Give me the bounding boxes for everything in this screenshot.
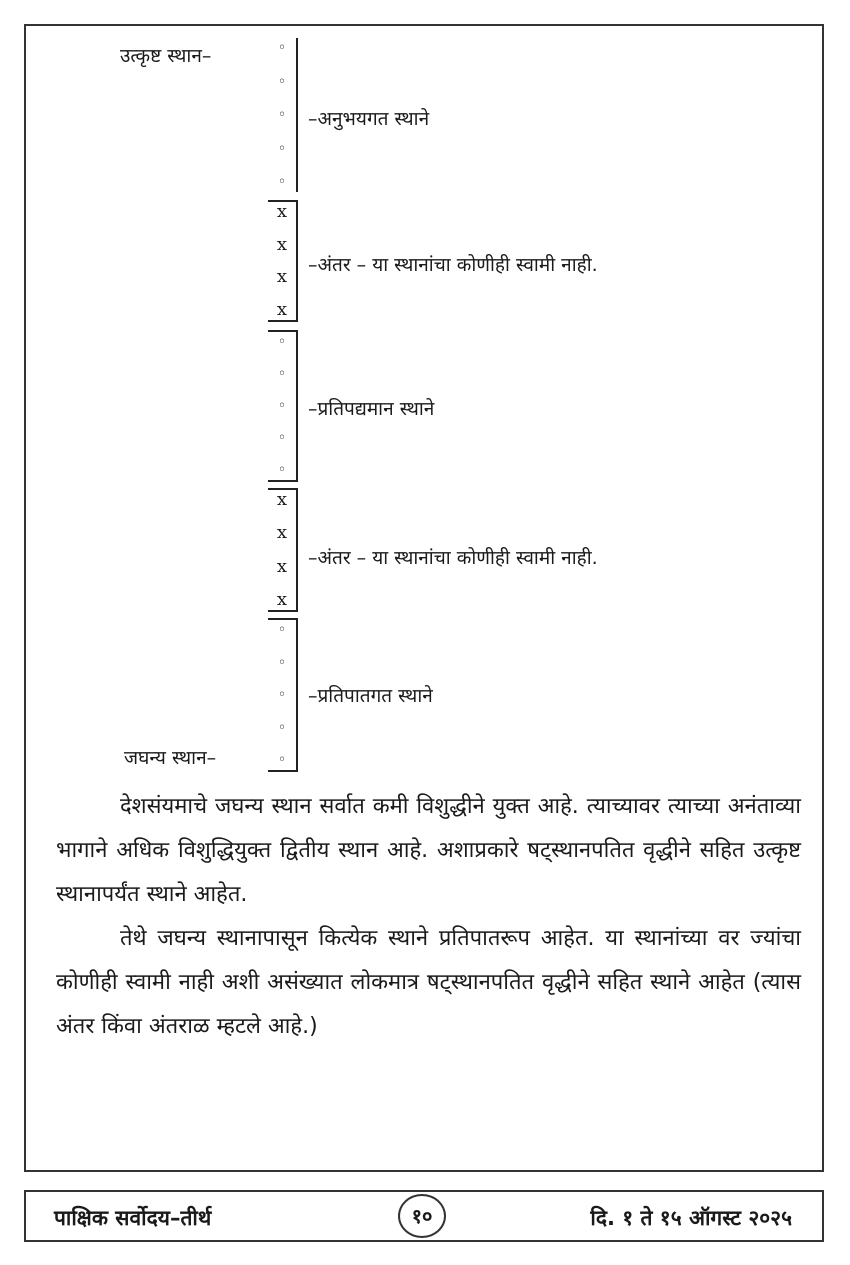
position-dot-mark: ◦ xyxy=(277,752,287,768)
body-text xyxy=(56,785,801,1049)
position-dot-mark: ◦ xyxy=(277,74,287,90)
segment-bracket-pratipatagat xyxy=(268,618,298,772)
segment-bracket-pratipadyaman xyxy=(268,330,298,482)
gap-position-mark: x xyxy=(276,589,288,610)
position-dot-mark: ◦ xyxy=(277,622,287,638)
position-dot-mark: ◦ xyxy=(277,720,287,736)
position-dot-mark: ◦ xyxy=(277,40,287,56)
position-dot-mark: ◦ xyxy=(277,430,287,446)
top-position-label: उत्कृष्ट स्थान– xyxy=(120,45,212,67)
position-dot-mark: ◦ xyxy=(277,398,287,414)
segment-label-pratipadyaman: –प्रतिपद्यमान स्थाने xyxy=(308,398,435,420)
bottom-position-label: जघन्य स्थान– xyxy=(124,747,217,769)
position-dot-mark: ◦ xyxy=(277,334,287,350)
position-dot-mark: ◦ xyxy=(277,366,287,382)
segment-bracket-anubhayagat xyxy=(268,38,298,192)
segment-label-antar-2: –अंतर – या स्थानांचा कोणीही स्वामी नाही. xyxy=(308,547,598,569)
gap-position-mark: x xyxy=(276,266,288,287)
gap-position-mark: x xyxy=(276,299,288,320)
publication-title: पाक्षिक सर्वोदय–तीर्थ xyxy=(54,1206,212,1230)
gap-position-mark: x xyxy=(276,234,288,255)
issue-date: दि. १ ते १५ ऑगस्ट २०२५ xyxy=(590,1206,792,1230)
gap-position-mark: x xyxy=(276,556,288,577)
position-dot-mark: ◦ xyxy=(277,107,287,123)
segment-label-pratipatagat: –प्रतिपातगत स्थाने xyxy=(308,685,433,707)
position-dot-mark: ◦ xyxy=(277,687,287,703)
segment-label-anubhayagat: –अनुभयगत स्थाने xyxy=(308,108,430,130)
position-dot-mark: ◦ xyxy=(277,174,287,190)
segment-label-antar-1: –अंतर – या स्थानांचा कोणीही स्वामी नाही. xyxy=(308,254,598,276)
segment-bracket-antar-2 xyxy=(268,488,298,612)
position-dot-mark: ◦ xyxy=(277,141,287,157)
position-dot-mark: ◦ xyxy=(277,462,287,478)
position-dot-mark: ◦ xyxy=(277,655,287,671)
gap-position-mark: x xyxy=(276,522,288,543)
gap-position-mark: x xyxy=(276,201,288,222)
page-footer xyxy=(24,1190,824,1242)
paragraph: तेथे जघन्य स्थानापासून कित्येक स्थाने प्रतिपातरूप आहेत. या स्थानांच्या वर ज्यांचा कोणीही स्वामी नाही अशी असंख्यात लोकमात्र षट्स्थानपतित वृद्धीने सहित स्थाने आहेत (त्यास अंतर किंवा अंतराळ म्हटले आहे.) xyxy=(56,926,801,1039)
page-number-badge: १० xyxy=(398,1194,446,1238)
segment-bracket-antar-1 xyxy=(268,200,298,322)
gap-position-mark: x xyxy=(276,489,288,510)
paragraph: देशसंयमाचे जघन्य स्थान सर्वात कमी विशुद्धीने युक्त आहे. त्याच्यावर त्याच्या अनंताव्या भागाने अधिक विशुद्धियुक्त द्वितीय स्थान आहे. अशाप्रकारे षट्स्थानपतित वृद्धीने सहित उत्कृष्ट स्थानापर्यंत स्थाने आहेत. xyxy=(56,794,801,907)
